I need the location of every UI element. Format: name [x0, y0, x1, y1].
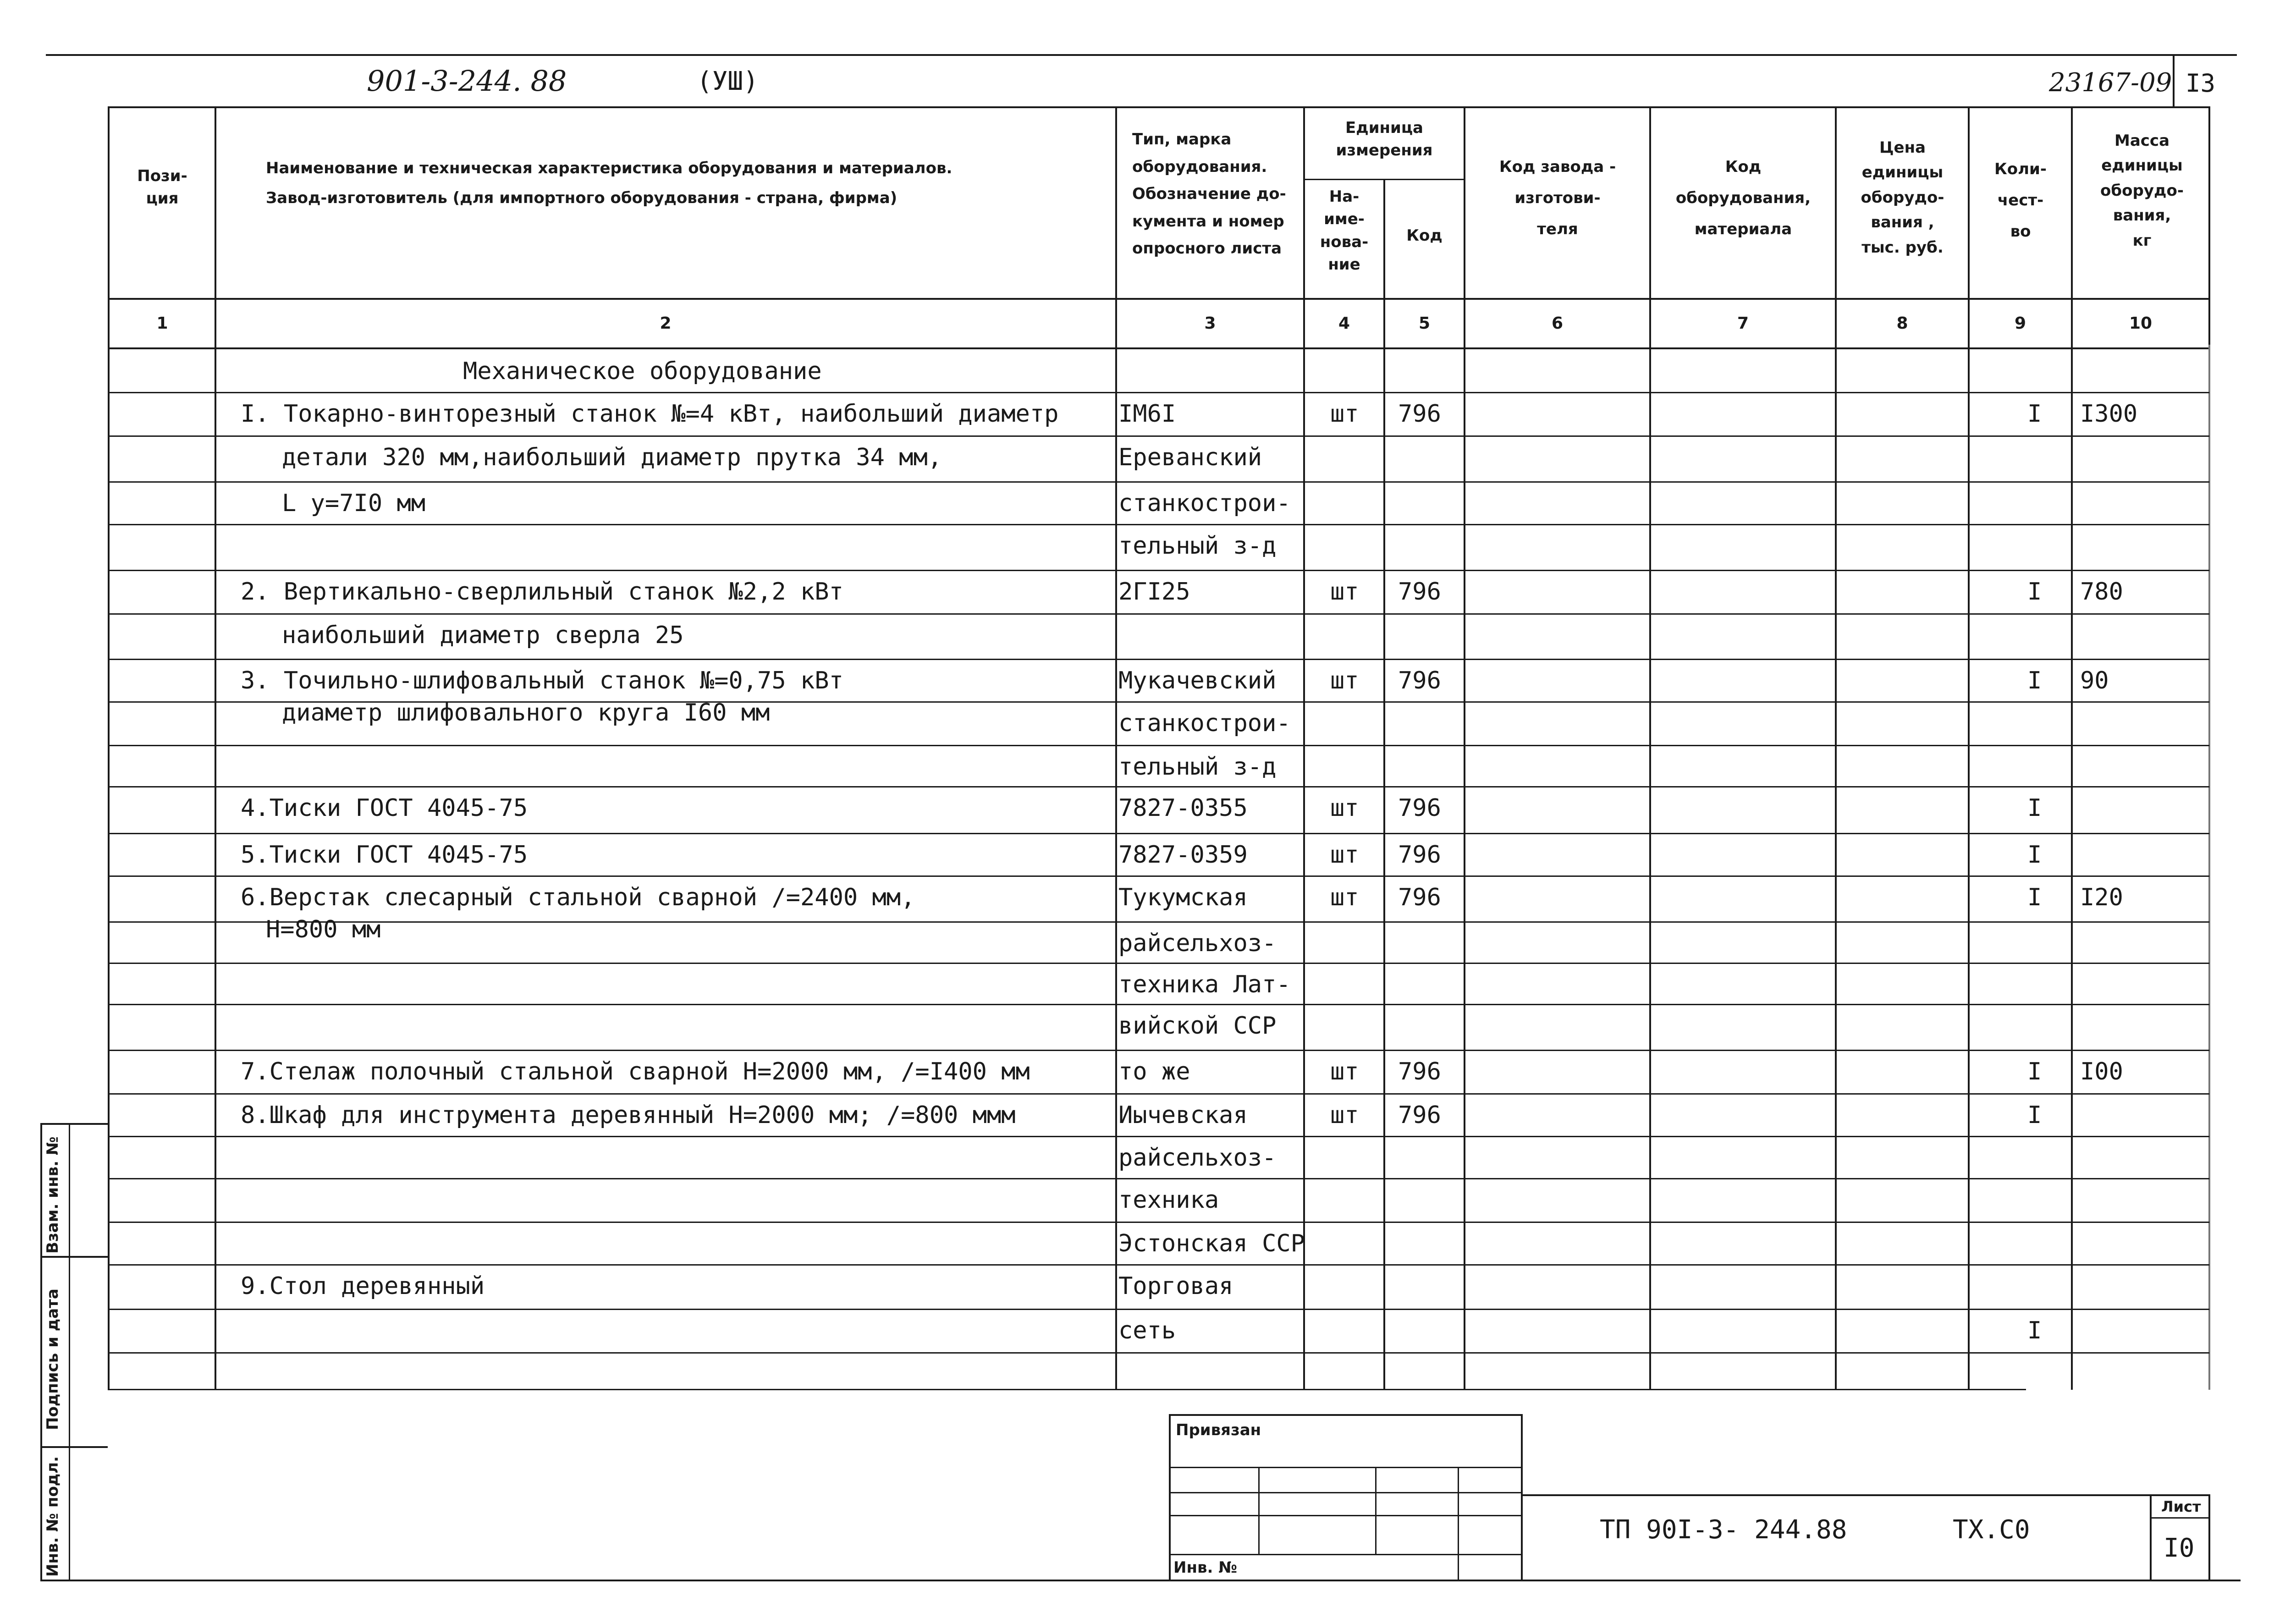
item-name: детали 320 мм,наибольший диаметр прутка 34 мм, [282, 444, 942, 471]
item-unit: шт [1330, 1058, 1359, 1085]
item-quantity: I [2027, 1317, 2042, 1344]
item-name: 3. Точильно-шлифовальный станок №=0,75 кВт [241, 667, 843, 694]
section-heading: Механическое оборудование [463, 358, 822, 385]
row-divider [108, 1178, 2209, 1179]
col-number: 7 [1737, 314, 1749, 333]
item-unit: шт [1330, 884, 1359, 911]
row-divider [108, 659, 2209, 660]
col-number: 9 [2014, 314, 2026, 333]
stamp-sheet-number: I0 [2164, 1533, 2195, 1563]
item-unit-code: 796 [1398, 667, 1441, 694]
item-quantity: I [2027, 794, 2042, 822]
stamp-bound-label: Привязан [1176, 1421, 1261, 1439]
col-number: 10 [2129, 314, 2153, 333]
col-header-type: Тип, марка оборудования. Обозначение до- кумента и номер опросного листа [1132, 130, 1286, 258]
item-unit: шт [1330, 794, 1359, 822]
row-divider [108, 392, 2209, 393]
col-number: 2 [660, 314, 672, 333]
item-type: IМ6I [1118, 400, 1176, 428]
item-unit-code: 796 [1398, 1058, 1441, 1085]
col-header-price: Цена единицы оборудо- вания , тыс. руб. [1861, 138, 1944, 257]
item-type: райсельхоз- [1118, 1144, 1277, 1172]
item-unit-code: 796 [1398, 400, 1441, 428]
item-name: 8.Шкаф для инструмента деревянный Н=2000 мм; /=800 ммм [241, 1101, 1016, 1129]
item-type: тельный з-д [1118, 532, 1277, 560]
row-divider [108, 1389, 2026, 1390]
col-number: 5 [1418, 314, 1431, 333]
item-unit-code: 796 [1398, 884, 1441, 911]
item-name: наибольший диаметр сверла 25 [282, 622, 684, 649]
col-number: 3 [1204, 314, 1216, 333]
item-name: L у=7I0 мм [282, 490, 426, 517]
col-header-mass: Масса единицы оборудо- вания, кг [2100, 132, 2184, 250]
item-name-continuation: Н=800 мм [266, 916, 381, 943]
item-unit-code: 796 [1398, 794, 1441, 822]
item-type: то же [1118, 1058, 1190, 1085]
item-unit: шт [1330, 578, 1359, 606]
item-type: станкострои- [1118, 490, 1291, 517]
item-mass: 780 [2080, 578, 2123, 606]
item-quantity: I [2027, 1101, 2042, 1129]
item-name: 2. Вертикально-сверлильный станок №2,2 кВт [241, 578, 843, 606]
item-name: 5.Тиски ГОСТ 4045-75 [241, 841, 528, 869]
row-divider [108, 786, 2209, 787]
item-type: станкострои- [1118, 710, 1291, 737]
item-type: 2ГI25 [1118, 578, 1190, 606]
col-number: 4 [1338, 314, 1350, 333]
row-divider [108, 435, 2209, 437]
item-unit: шт [1330, 1101, 1359, 1129]
side-label-inv-no: Взам. инв. № [44, 1136, 62, 1254]
row-divider [108, 481, 2209, 483]
item-mass: I00 [2080, 1058, 2123, 1085]
item-type: Тукумская [1118, 884, 1248, 911]
row-divider [108, 1136, 2209, 1137]
item-type: техника Лат- [1118, 971, 1291, 998]
side-label-inv-orig: Инв. № подл. [44, 1456, 62, 1577]
item-quantity: I [2027, 884, 2042, 911]
item-mass: 90 [2080, 667, 2109, 694]
row-divider [108, 1264, 2209, 1266]
col-header-qty: Коли- чест- во [1994, 160, 2047, 241]
item-type: Торговая [1118, 1272, 1233, 1300]
side-box-border [40, 1123, 42, 1581]
item-quantity: I [2027, 841, 2042, 869]
item-unit-code: 796 [1398, 578, 1441, 606]
item-type: сеть [1118, 1317, 1176, 1344]
row-divider [108, 963, 2209, 964]
item-name-continuation: диаметр шлифовального круга I60 мм [282, 699, 770, 727]
item-type: тельный з-д [1118, 753, 1277, 781]
item-unit: шт [1330, 841, 1359, 869]
item-quantity: I [2027, 667, 2042, 694]
col-header-equip-code: Код оборудования, материала [1675, 158, 1811, 238]
row-divider [108, 1050, 2209, 1051]
item-type: Эстонская ССР [1118, 1230, 1305, 1257]
row-divider [108, 875, 2209, 877]
col-header-position: Пози- ция [137, 167, 187, 208]
top-rule [46, 54, 2237, 56]
row-divider [108, 1093, 2209, 1095]
item-quantity: I [2027, 578, 2042, 606]
row-divider [108, 570, 2209, 571]
item-name: 4.Тиски ГОСТ 4045-75 [241, 794, 528, 822]
side-label-sign-date: Подпись и дата [44, 1288, 62, 1430]
document-mark: (УШ) [697, 66, 759, 96]
item-name: 6.Верстак слесарный стальной сварной /=2400 мм, [241, 884, 915, 911]
item-type: райсельхоз- [1118, 930, 1277, 957]
col-header-maker-code: Код завода - изготови- теля [1499, 158, 1616, 238]
item-type: 7827-0359 [1118, 841, 1248, 869]
item-type: техника [1118, 1186, 1219, 1214]
item-name: 7.Стелаж полочный стальной сварной Н=2000 мм, /=I400 мм [241, 1058, 1030, 1085]
stamp-inv-label: Инв. № [1173, 1558, 1238, 1577]
stamp-mark: ТХ.С0 [1953, 1515, 2030, 1545]
row-divider [108, 1309, 2209, 1310]
row-divider [108, 833, 2209, 834]
col-number: 8 [1896, 314, 1908, 333]
item-mass: I300 [2080, 400, 2138, 428]
item-unit-code: 796 [1398, 1101, 1441, 1129]
row-divider [108, 613, 2209, 615]
item-mass: I20 [2080, 884, 2123, 911]
row-divider [108, 524, 2209, 525]
col-number: 6 [1551, 314, 1564, 333]
item-unit: шт [1330, 667, 1359, 694]
item-type: Ереванский [1118, 444, 1262, 471]
document-code: 901-3-244. 88 [367, 64, 567, 98]
row-divider [108, 1222, 2209, 1223]
row-divider [108, 1004, 2209, 1005]
item-type: 7827-0355 [1118, 794, 1248, 822]
item-unit: шт [1330, 400, 1359, 428]
row-divider [108, 745, 2209, 746]
col-number: 1 [156, 314, 168, 333]
item-unit-code: 796 [1398, 841, 1441, 869]
row-divider [108, 1352, 2209, 1354]
stamp-sheet-label: Лист [2161, 1498, 2201, 1515]
stamp-document-code: ТП 90I-3- 244.88 [1600, 1515, 1847, 1545]
item-quantity: I [2027, 400, 2042, 428]
item-quantity: I [2027, 1058, 2042, 1085]
item-type: Иычевская [1118, 1101, 1248, 1129]
page-box-left [2173, 56, 2175, 106]
item-name: I. Токарно-винторезный станок №=4 кВт, наибольший диаметр [241, 400, 1059, 428]
archive-number: 23167-09 [2049, 68, 2172, 98]
col-header-name: Наименование и техническая характеристика оборудования и материалов. Завод-изготовитель (для импортного оборудования - страна, фирма) [266, 159, 953, 207]
item-type: Мукачевский [1118, 667, 1277, 694]
col-header-unit-code: Код [1406, 226, 1443, 245]
page-number: I3 [2186, 69, 2216, 98]
item-name: 9.Стол деревянный [241, 1272, 485, 1300]
row-divider [108, 921, 2209, 923]
item-type: вийской ССР [1118, 1012, 1277, 1040]
col-header-unit-group: Единица измерения [1336, 119, 1433, 160]
col-header-unit-name: На- име- нова- ние [1320, 187, 1369, 274]
